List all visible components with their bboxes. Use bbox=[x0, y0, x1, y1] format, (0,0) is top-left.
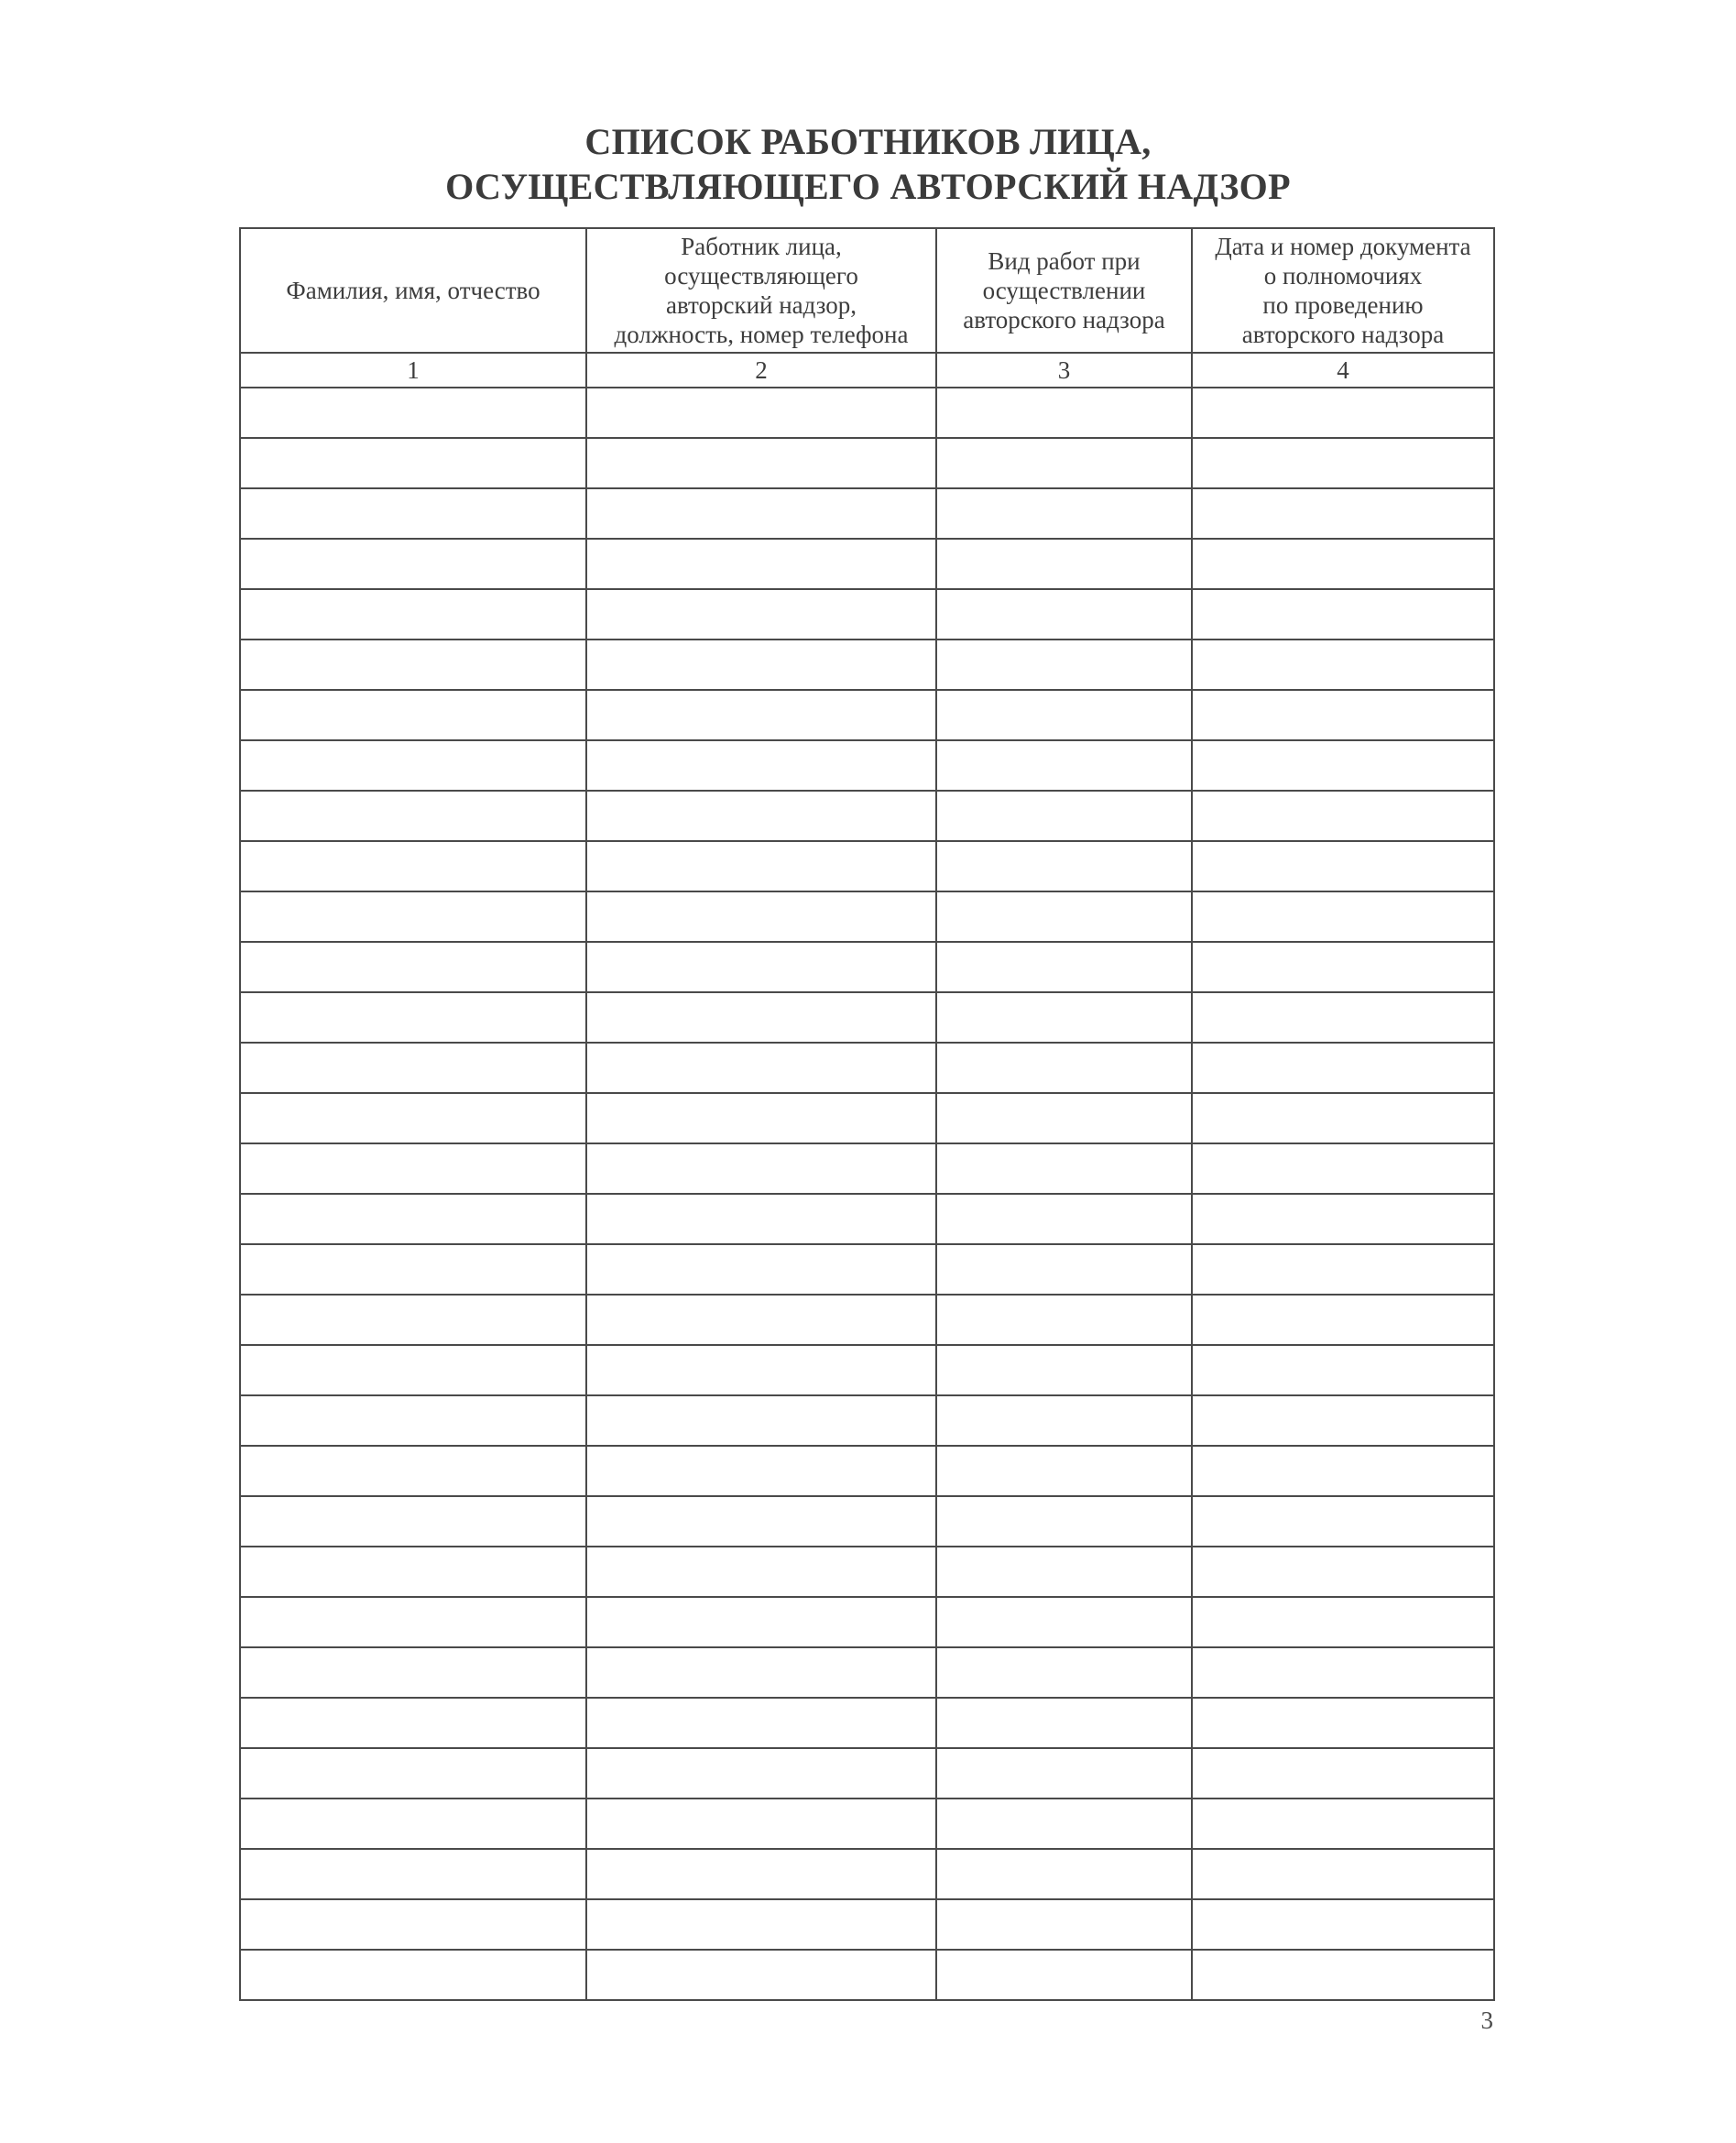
table-cell bbox=[240, 791, 586, 841]
table-cell bbox=[586, 438, 936, 488]
table-cell bbox=[936, 992, 1192, 1043]
table-row bbox=[240, 1647, 1494, 1698]
table-cell bbox=[1192, 1597, 1494, 1647]
table-cell bbox=[586, 1194, 936, 1244]
table-row bbox=[240, 1899, 1494, 1950]
table-cell bbox=[586, 539, 936, 589]
table-cell bbox=[936, 1295, 1192, 1345]
table-cell bbox=[586, 1748, 936, 1799]
table-cell bbox=[586, 740, 936, 791]
table-cell bbox=[240, 388, 586, 438]
table-cell bbox=[240, 1547, 586, 1597]
table-cell bbox=[586, 992, 936, 1043]
table-row bbox=[240, 438, 1494, 488]
table-cell bbox=[936, 640, 1192, 690]
table-cell bbox=[240, 1244, 586, 1295]
table-row bbox=[240, 841, 1494, 891]
column-header-line: осуществлении bbox=[982, 277, 1146, 304]
table-row bbox=[240, 891, 1494, 942]
table-row bbox=[240, 1395, 1494, 1446]
table-cell bbox=[1192, 1043, 1494, 1093]
table-cell bbox=[240, 1295, 586, 1345]
column-header-line: авторского надзора bbox=[963, 306, 1165, 333]
table-row bbox=[240, 1496, 1494, 1547]
table-row bbox=[240, 640, 1494, 690]
table-row bbox=[240, 1143, 1494, 1194]
table-cell bbox=[586, 388, 936, 438]
table-cell bbox=[586, 1950, 936, 2000]
table-cell bbox=[586, 891, 936, 942]
table-cell bbox=[586, 791, 936, 841]
table-cell bbox=[240, 1043, 586, 1093]
table-cell bbox=[936, 1647, 1192, 1698]
table-cell bbox=[586, 640, 936, 690]
table-cell bbox=[936, 1899, 1192, 1950]
table-cell bbox=[1192, 791, 1494, 841]
page-title bbox=[0, 119, 1736, 209]
table-cell bbox=[1192, 1395, 1494, 1446]
column-number: 2 bbox=[586, 353, 936, 388]
table-cell bbox=[1192, 1093, 1494, 1143]
column-header-line: должность, номер телефона bbox=[614, 321, 909, 348]
table-cell bbox=[1192, 1899, 1494, 1950]
table-cell bbox=[936, 1748, 1192, 1799]
table-cell bbox=[240, 841, 586, 891]
table-cell bbox=[586, 942, 936, 992]
table-cell bbox=[1192, 1748, 1494, 1799]
table-cell bbox=[240, 1698, 586, 1748]
table-cell bbox=[586, 1799, 936, 1849]
table-cell bbox=[1192, 1799, 1494, 1849]
table-row bbox=[240, 1547, 1494, 1597]
table-cell bbox=[936, 1799, 1192, 1849]
column-header-line: Фамилия, имя, отчество bbox=[286, 277, 540, 304]
table-cell bbox=[936, 1395, 1192, 1446]
table-cell bbox=[936, 1446, 1192, 1496]
table-cell bbox=[936, 791, 1192, 841]
table-row bbox=[240, 1043, 1494, 1093]
table-cell bbox=[936, 740, 1192, 791]
table-cell bbox=[586, 690, 936, 740]
table-cell bbox=[1192, 891, 1494, 942]
table-cell bbox=[240, 992, 586, 1043]
table-cell bbox=[240, 1748, 586, 1799]
table-cell bbox=[240, 1799, 586, 1849]
table-cell bbox=[1192, 1143, 1494, 1194]
table-cell bbox=[240, 740, 586, 791]
table-cell bbox=[586, 1496, 936, 1547]
table-row bbox=[240, 488, 1494, 539]
table-cell bbox=[240, 1647, 586, 1698]
table-cell bbox=[240, 488, 586, 539]
table-cell bbox=[936, 1547, 1192, 1597]
table-row bbox=[240, 1748, 1494, 1799]
table-cell bbox=[240, 1194, 586, 1244]
table-cell bbox=[586, 1043, 936, 1093]
column-header-line: осуществляющего bbox=[664, 262, 858, 290]
table-cell bbox=[1192, 740, 1494, 791]
column-header-work-type bbox=[936, 228, 1192, 353]
table-cell bbox=[936, 388, 1192, 438]
table-header-row bbox=[240, 228, 1494, 353]
table-cell bbox=[240, 942, 586, 992]
table-cell bbox=[240, 438, 586, 488]
table-cell bbox=[936, 1950, 1192, 2000]
table-cell bbox=[1192, 1849, 1494, 1899]
table-cell bbox=[936, 690, 1192, 740]
table-cell bbox=[1192, 640, 1494, 690]
table-cell bbox=[240, 539, 586, 589]
table-row bbox=[240, 1950, 1494, 2000]
table-cell bbox=[1192, 1446, 1494, 1496]
table-cell bbox=[240, 1899, 586, 1950]
table-cell bbox=[586, 1244, 936, 1295]
table-row bbox=[240, 1698, 1494, 1748]
table-cell bbox=[936, 891, 1192, 942]
table-cell bbox=[586, 1698, 936, 1748]
table-cell bbox=[240, 1849, 586, 1899]
employee-register-table bbox=[239, 227, 1495, 2001]
table-row bbox=[240, 1597, 1494, 1647]
table-cell bbox=[1192, 1698, 1494, 1748]
column-number: 3 bbox=[936, 353, 1192, 388]
page-number: 3 bbox=[1480, 2006, 1493, 2034]
table-cell bbox=[586, 1547, 936, 1597]
table-row bbox=[240, 1345, 1494, 1395]
table-cell bbox=[936, 1849, 1192, 1899]
table-cell bbox=[1192, 1295, 1494, 1345]
table-cell bbox=[1192, 942, 1494, 992]
table-cell bbox=[240, 1093, 586, 1143]
table-row bbox=[240, 589, 1494, 640]
table-row bbox=[240, 1194, 1494, 1244]
table-cell bbox=[936, 1698, 1192, 1748]
table-cell bbox=[240, 1143, 586, 1194]
table-cell bbox=[936, 589, 1192, 640]
table-cell bbox=[1192, 1345, 1494, 1395]
table-row bbox=[240, 388, 1494, 438]
table-cell bbox=[1192, 690, 1494, 740]
column-header-authority-document bbox=[1192, 228, 1494, 353]
table-cell bbox=[936, 1194, 1192, 1244]
table-cell bbox=[1192, 488, 1494, 539]
table-cell bbox=[1192, 388, 1494, 438]
table-cell bbox=[936, 1496, 1192, 1547]
table-cell bbox=[240, 1345, 586, 1395]
table-cell bbox=[1192, 1647, 1494, 1698]
table-row bbox=[240, 1244, 1494, 1295]
column-header-line: авторского надзора bbox=[1241, 321, 1445, 348]
table-cell bbox=[240, 640, 586, 690]
table-row bbox=[240, 942, 1494, 992]
table-cell bbox=[586, 1093, 936, 1143]
table-cell bbox=[586, 1143, 936, 1194]
table-cell bbox=[1192, 1194, 1494, 1244]
table-cell bbox=[936, 488, 1192, 539]
table-cell bbox=[1192, 1547, 1494, 1597]
column-header-line: Вид работ при bbox=[988, 247, 1141, 275]
column-header-line: Дата и номер документа bbox=[1215, 233, 1471, 260]
table-cell bbox=[1192, 992, 1494, 1043]
table-cell bbox=[1192, 841, 1494, 891]
table-cell bbox=[1192, 438, 1494, 488]
column-number-row bbox=[240, 353, 1494, 388]
table-row bbox=[240, 539, 1494, 589]
table-cell bbox=[586, 1446, 936, 1496]
table-cell bbox=[586, 488, 936, 539]
table-cell bbox=[586, 1849, 936, 1899]
table-cell bbox=[936, 1345, 1192, 1395]
table-row bbox=[240, 1849, 1494, 1899]
table-row bbox=[240, 1295, 1494, 1345]
table-cell bbox=[936, 1093, 1192, 1143]
table-row bbox=[240, 740, 1494, 791]
table-cell bbox=[1192, 1950, 1494, 2000]
column-header-line: по проведению bbox=[1262, 291, 1424, 319]
table-row bbox=[240, 1093, 1494, 1143]
table-cell bbox=[936, 539, 1192, 589]
column-header-line: Работник лица, bbox=[681, 233, 842, 260]
column-header-employee-position-phone bbox=[586, 228, 936, 353]
table-cell bbox=[240, 891, 586, 942]
table-cell bbox=[1192, 1244, 1494, 1295]
column-number: 1 bbox=[240, 353, 586, 388]
table-cell bbox=[586, 589, 936, 640]
table-cell bbox=[936, 438, 1192, 488]
table-cell bbox=[1192, 589, 1494, 640]
table-cell bbox=[586, 1395, 936, 1446]
table-cell bbox=[586, 1295, 936, 1345]
table-cell bbox=[936, 1244, 1192, 1295]
column-header-full-name bbox=[240, 228, 586, 353]
table-cell bbox=[936, 942, 1192, 992]
table-cell bbox=[240, 1597, 586, 1647]
table-row bbox=[240, 1799, 1494, 1849]
table-cell bbox=[586, 1345, 936, 1395]
column-header-line: авторский надзор, bbox=[665, 291, 857, 319]
column-number: 4 bbox=[1192, 353, 1494, 388]
table-cell bbox=[936, 841, 1192, 891]
table-row bbox=[240, 1446, 1494, 1496]
table-cell bbox=[586, 1647, 936, 1698]
table-cell bbox=[240, 690, 586, 740]
table-cell bbox=[936, 1143, 1192, 1194]
table-row bbox=[240, 791, 1494, 841]
column-header-line: о полномочиях bbox=[1263, 262, 1423, 290]
table-cell bbox=[936, 1597, 1192, 1647]
table-cell bbox=[586, 841, 936, 891]
table-cell bbox=[586, 1597, 936, 1647]
table-cell bbox=[240, 1950, 586, 2000]
table-cell bbox=[936, 1043, 1192, 1093]
table-cell bbox=[1192, 1496, 1494, 1547]
page-title-line-1: СПИСОК РАБОТНИКОВ ЛИЦА, bbox=[584, 121, 1152, 162]
table-cell bbox=[240, 1496, 586, 1547]
page-title-line-2: ОСУЩЕСТВЛЯЮЩЕГО АВТОРСКИЙ НАДЗОР bbox=[445, 166, 1291, 207]
table-cell bbox=[586, 1899, 936, 1950]
table-cell bbox=[240, 589, 586, 640]
table-cell bbox=[240, 1446, 586, 1496]
table-cell bbox=[1192, 539, 1494, 589]
table-row bbox=[240, 690, 1494, 740]
table-body bbox=[240, 388, 1494, 2000]
table-cell bbox=[240, 1395, 586, 1446]
table-row bbox=[240, 992, 1494, 1043]
